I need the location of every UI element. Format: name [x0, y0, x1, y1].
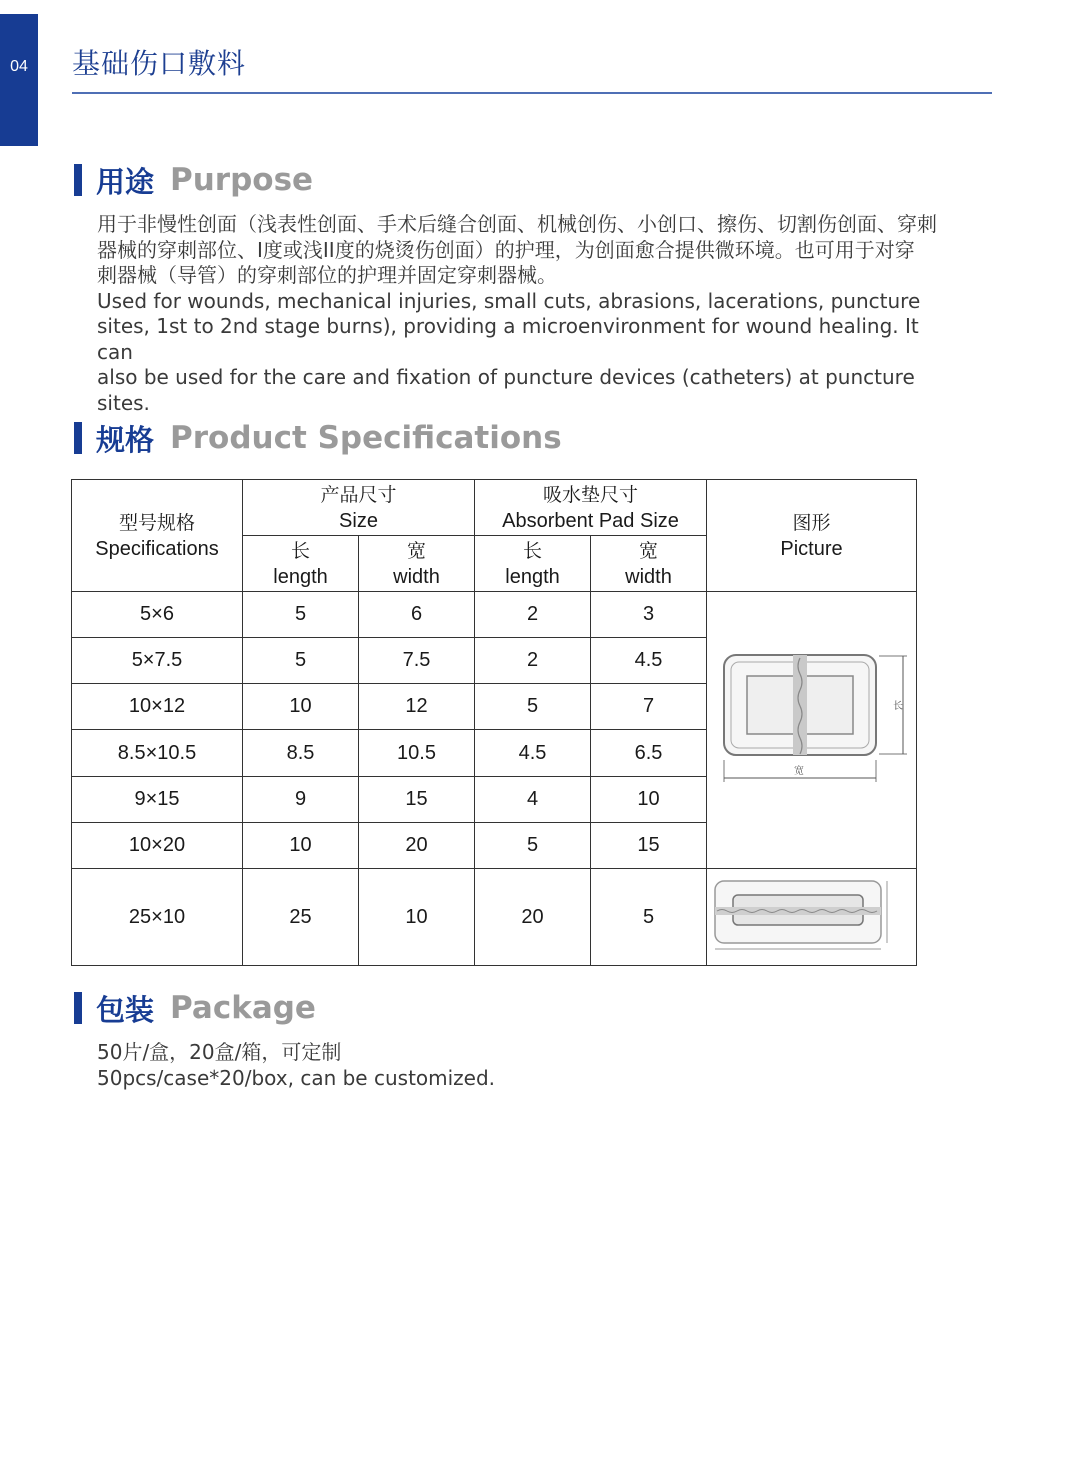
cell-length: 9	[243, 776, 359, 822]
cell-width: 10	[359, 869, 475, 966]
specs-heading	[74, 420, 562, 456]
length-en: length	[505, 565, 560, 588]
header-pad-size	[475, 480, 707, 536]
purpose-text	[97, 212, 957, 416]
header-pad-en: Absorbent Pad Size	[502, 509, 679, 532]
package-cn: 50片/盒，20盒/箱，可定制	[97, 1040, 342, 1064]
cell-spec: 10×20	[72, 822, 243, 868]
cell-pad-width: 6.5	[591, 730, 707, 776]
header-spec-en: Specifications	[95, 537, 219, 560]
cell-pad-length: 2	[475, 638, 591, 684]
page-number: 04	[10, 58, 28, 75]
purpose-cn-line: 器械的穿刺部位、I度或浅II度的烧烫伤创面）的护理，为创面愈合提供微环境。也可用于对穿	[97, 237, 915, 262]
length-cn: 长	[290, 539, 310, 562]
section-marker	[74, 422, 82, 454]
cell-spec: 5×6	[72, 592, 243, 638]
section-marker	[74, 164, 82, 196]
package-text	[97, 1040, 957, 1091]
cell-pad-length: 4	[475, 776, 591, 822]
cell-pad-width: 5	[591, 869, 707, 966]
width-en: width	[393, 565, 440, 588]
cell-width: 15	[359, 776, 475, 822]
drawing-length-label: 长	[893, 701, 903, 712]
page-title: 基础伤口敷料	[72, 47, 247, 80]
dressing-drawing-square	[707, 592, 916, 862]
picture-cell-long	[707, 869, 917, 966]
cell-length: 25	[243, 869, 359, 966]
cell-spec: 5×7.5	[72, 638, 243, 684]
purpose-heading-cn: 用途	[96, 164, 155, 199]
cell-length: 10	[243, 684, 359, 730]
section-marker	[74, 992, 82, 1024]
length-en: length	[273, 565, 328, 588]
width-en: width	[625, 565, 672, 588]
cell-length: 5	[243, 592, 359, 638]
header-size-width	[359, 536, 475, 592]
width-cn: 宽	[638, 539, 658, 562]
table-row	[72, 592, 917, 638]
spec-table	[71, 479, 917, 966]
cell-pad-width: 15	[591, 822, 707, 868]
title-divider	[72, 92, 992, 94]
cell-spec: 10×12	[72, 684, 243, 730]
cell-length: 5	[243, 638, 359, 684]
purpose-heading-en: Purpose	[170, 162, 314, 198]
cell-pad-width: 3	[591, 592, 707, 638]
cell-width: 6	[359, 592, 475, 638]
cell-pad-length: 5	[475, 684, 591, 730]
purpose-cn-line: 用于非慢性创面（浅表性创面、手术后缝合创面、机械创伤、小创口、擦伤、切割伤创面、穿刺	[97, 212, 937, 236]
cell-pad-width: 10	[591, 776, 707, 822]
header-specifications	[72, 480, 243, 592]
cell-spec: 9×15	[72, 776, 243, 822]
cell-width: 20	[359, 822, 475, 868]
cell-pad-length: 20	[475, 869, 591, 966]
header-size-cn: 产品尺寸	[320, 483, 397, 506]
package-heading-cn: 包装	[96, 992, 155, 1027]
specs-heading-cn: 规格	[96, 422, 155, 457]
package-heading	[74, 990, 316, 1026]
drawing-width-label: 宽	[794, 766, 804, 777]
purpose-en-line: Used for wounds, mechanical injuries, small cuts, abrasions, lacerations, puncture	[97, 288, 921, 313]
picture-cell-square	[707, 592, 917, 869]
header-size	[243, 480, 475, 536]
cell-pad-length: 5	[475, 822, 591, 868]
cell-pad-width: 4.5	[591, 638, 707, 684]
length-cn: 长	[522, 539, 542, 562]
header-pad-width	[591, 536, 707, 592]
purpose-en-line: also be used for the care and fixation of puncture devices (catheters) at puncture	[97, 365, 915, 389]
purpose-cn-line: 刺器械（导管）的穿刺部位的护理并固定穿刺器械。	[97, 263, 557, 287]
package-heading-en: Package	[170, 990, 316, 1026]
package-en: 50pcs/case*20/box, can be customized.	[97, 1065, 496, 1090]
purpose-heading	[74, 162, 313, 198]
header-size-en: Size	[339, 509, 378, 532]
header-pad-length	[475, 536, 591, 592]
header-picture-en: Picture	[780, 537, 843, 560]
header-picture	[707, 480, 917, 592]
cell-width: 12	[359, 684, 475, 730]
header-spec-cn: 型号规格	[118, 511, 195, 534]
width-cn: 宽	[406, 539, 426, 562]
cell-width: 10.5	[359, 730, 475, 776]
purpose-en-line: sites.	[97, 390, 150, 415]
header-size-length	[243, 536, 359, 592]
dressing-drawing-long	[707, 869, 916, 959]
purpose-en-line: sites, 1st to 2nd stage burns), providing a microenvironment for wound healing. It can	[97, 314, 919, 364]
specs-heading-en: Product Specifications	[170, 420, 562, 456]
header-picture-cn: 图形	[792, 511, 831, 534]
table-row	[72, 869, 917, 966]
cell-length: 8.5	[243, 730, 359, 776]
cell-width: 7.5	[359, 638, 475, 684]
cell-spec: 8.5×10.5	[72, 730, 243, 776]
cell-pad-width: 7	[591, 684, 707, 730]
cell-pad-length: 4.5	[475, 730, 591, 776]
header-pad-cn: 吸水垫尺寸	[542, 483, 638, 506]
cell-pad-length: 2	[475, 592, 591, 638]
cell-length: 10	[243, 822, 359, 868]
cell-spec: 25×10	[72, 869, 243, 966]
page-tab	[0, 14, 38, 146]
